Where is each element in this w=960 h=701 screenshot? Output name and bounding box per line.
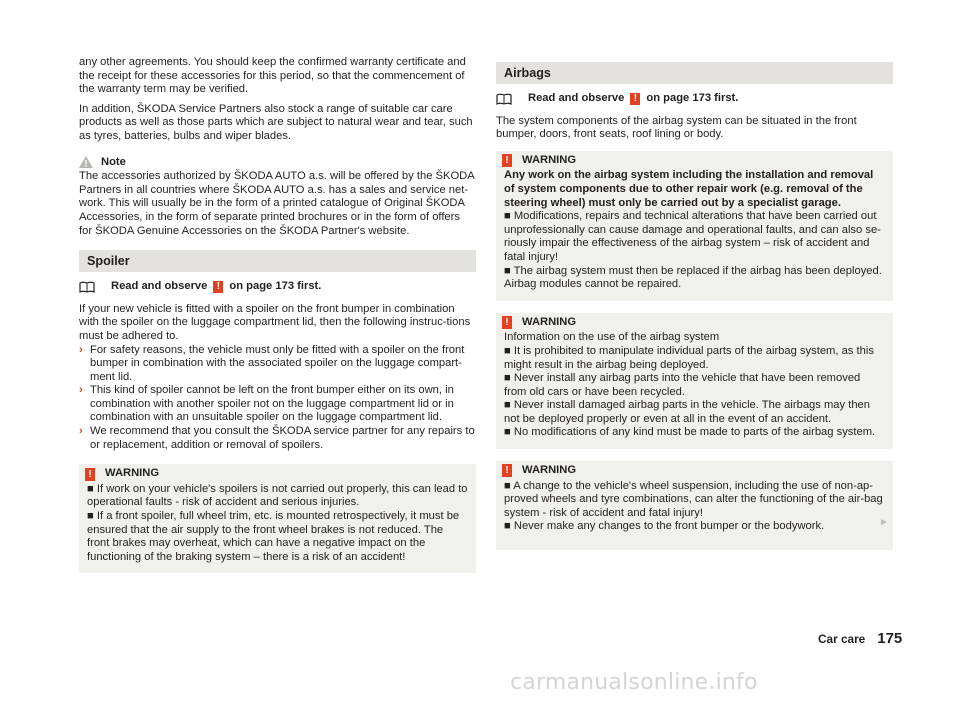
continue-arrow-icon: ►	[879, 517, 889, 529]
book-icon	[79, 281, 95, 293]
warning-icon: !	[502, 464, 512, 477]
warning-lead: Any work on the airbag system including the installation and removal of system components due to other repair work (e.g. removal of the steering wheel) must only be carried out by a specialist garage.	[504, 169, 874, 209]
left-column	[79, 56, 476, 573]
book-icon	[496, 93, 512, 105]
note-title: Note	[101, 155, 126, 168]
warning-icon: !	[630, 93, 640, 105]
paragraph: If your new vehicle is fitted with a spoiler on the front bumper in combination with the spoiler on the luggage compartment lid, then the following instruc-tions must be adhered to.	[79, 302, 471, 342]
list-item: › This kind of spoiler cannot be left on the front bumper either on its own, in combination with another spoiler not on the luggage compartment lid or in combination with an unsuitable spoiler on the luggage compartment lid.	[79, 384, 454, 424]
page-footer	[818, 630, 902, 647]
warning-item: ■ Never make any changes to the front bumper or the bodywork.	[504, 520, 825, 533]
warning-item: ■ No modifications of any kind must be made to parts of the airbag system.	[504, 426, 876, 439]
section-title-airbags: Airbags	[496, 62, 893, 84]
warning-lead: Information on the use of the airbag system	[504, 331, 720, 344]
warning-item: ■ A change to the vehicle's wheel suspension, including the use of non-ap-proved wheels and tyre combinations, can alter the functioning of the air-bag system - risk of accident and fatal injury!	[504, 479, 883, 519]
watermark: carmanualsonline.info	[510, 670, 758, 695]
warning-icon: !	[213, 281, 223, 293]
note-icon	[79, 156, 93, 168]
paragraph: The system components of the airbag system can be situated in the front bumper, doors, front seats, roof lining or body.	[496, 114, 857, 141]
warning-title: WARNING	[522, 464, 577, 477]
page-number: 175	[877, 630, 903, 647]
warning-item: ■ If work on your vehicle's spoilers is not carried out properly, this can lead to operational faults - risk of accident and serious injuries.	[87, 482, 468, 509]
note-heading	[79, 156, 476, 170]
observe-line	[496, 92, 893, 106]
warning-item: ■ The airbag system must then be replaced if the airbag has been deployed. Airbag modules cannot be repaired.	[504, 264, 882, 291]
warning-box	[496, 151, 893, 301]
paragraph: In addition, ŠKODA Service Partners also stock a range of suitable car care products as well as those parts which are subject to natural wear and tear, such as tyres, batteries, bulbs and wiper blades.	[79, 102, 473, 142]
warning-heading	[502, 154, 885, 168]
warning-icon: !	[502, 154, 512, 167]
list-item: › For safety reasons, the vehicle must only be fitted with a spoiler on the front bumper in combination with the associated spoiler on the luggage compart-ment lid.	[79, 343, 465, 383]
right-column	[496, 62, 893, 550]
warning-item: ■ It is prohibited to manipulate individual parts of the airbag system, as this might result in the airbag being deployed.	[504, 344, 874, 371]
warning-box	[496, 313, 893, 449]
note-text: The accessories authorized by ŠKODA AUTO a.s. will be offered by the ŠKODA Partners in all countries where ŠKODA AUTO a.s. has a sales and service net-work. This will usually be in the form of a printed catalogue of Original ŠKODA Accessories, in the form of separate printed brochures or in the form of offers for ŠKODA Genuine Accessories on the ŠKODA Partner's website.	[79, 170, 475, 237]
chevron-right-icon: ›	[79, 384, 83, 397]
warning-icon: !	[85, 468, 95, 481]
warning-title: WARNING	[522, 315, 577, 328]
warning-title: WARNING	[105, 467, 160, 480]
observe-text: Read and observe	[528, 92, 625, 104]
chapter-name: Car care	[818, 632, 866, 646]
paragraph: any other agreements. You should keep the confirmed warranty certificate and the receipt for these accessories for this period, so that the commencement of the warranty term may be verified.	[79, 56, 466, 96]
chevron-right-icon: ›	[79, 343, 83, 356]
chevron-right-icon: ›	[79, 425, 83, 438]
list-item: › We recommend that you consult the ŠKODA service partner for any repairs to or replacement, addition or removal of spoilers.	[79, 425, 475, 451]
warning-box	[79, 464, 476, 573]
warning-heading	[502, 464, 885, 478]
warning-item: ■ Modifications, repairs and technical alterations that have been carried out unprofessionally can cause damage and operational faults, and can also se-riously impair the effectiveness of the airbag system – risk of accident and fatal injury!	[504, 210, 881, 263]
warning-icon: !	[502, 316, 512, 329]
observe-line	[79, 280, 476, 294]
observe-text: Read and observe	[111, 280, 208, 293]
section-title-spoiler: Spoiler	[79, 250, 476, 272]
observe-link[interactable]: on page 173 first.	[229, 280, 322, 293]
warning-box	[496, 461, 893, 550]
warning-heading	[85, 467, 468, 481]
warning-item: ■ If a front spoiler, full wheel trim, etc. is mounted retrospectively, it must be ensured that the air supply to the front wheel brakes is not reduced. The front brakes may overheat, which can have a negative impact on the functioning of the braking system – there is a risk of an accident!	[87, 510, 460, 563]
observe-link[interactable]: on page 173 first.	[646, 92, 739, 104]
warning-title: WARNING	[522, 153, 577, 166]
warning-item: ■ Never install damaged airbag parts in the vehicle. The airbags may then not be deployed properly or even at all in the event of an accident.	[504, 399, 870, 425]
warning-heading	[502, 316, 885, 330]
warning-item: ■ Never install any airbag parts into the vehicle that have been removed from old cars or have been recycled.	[504, 372, 861, 398]
